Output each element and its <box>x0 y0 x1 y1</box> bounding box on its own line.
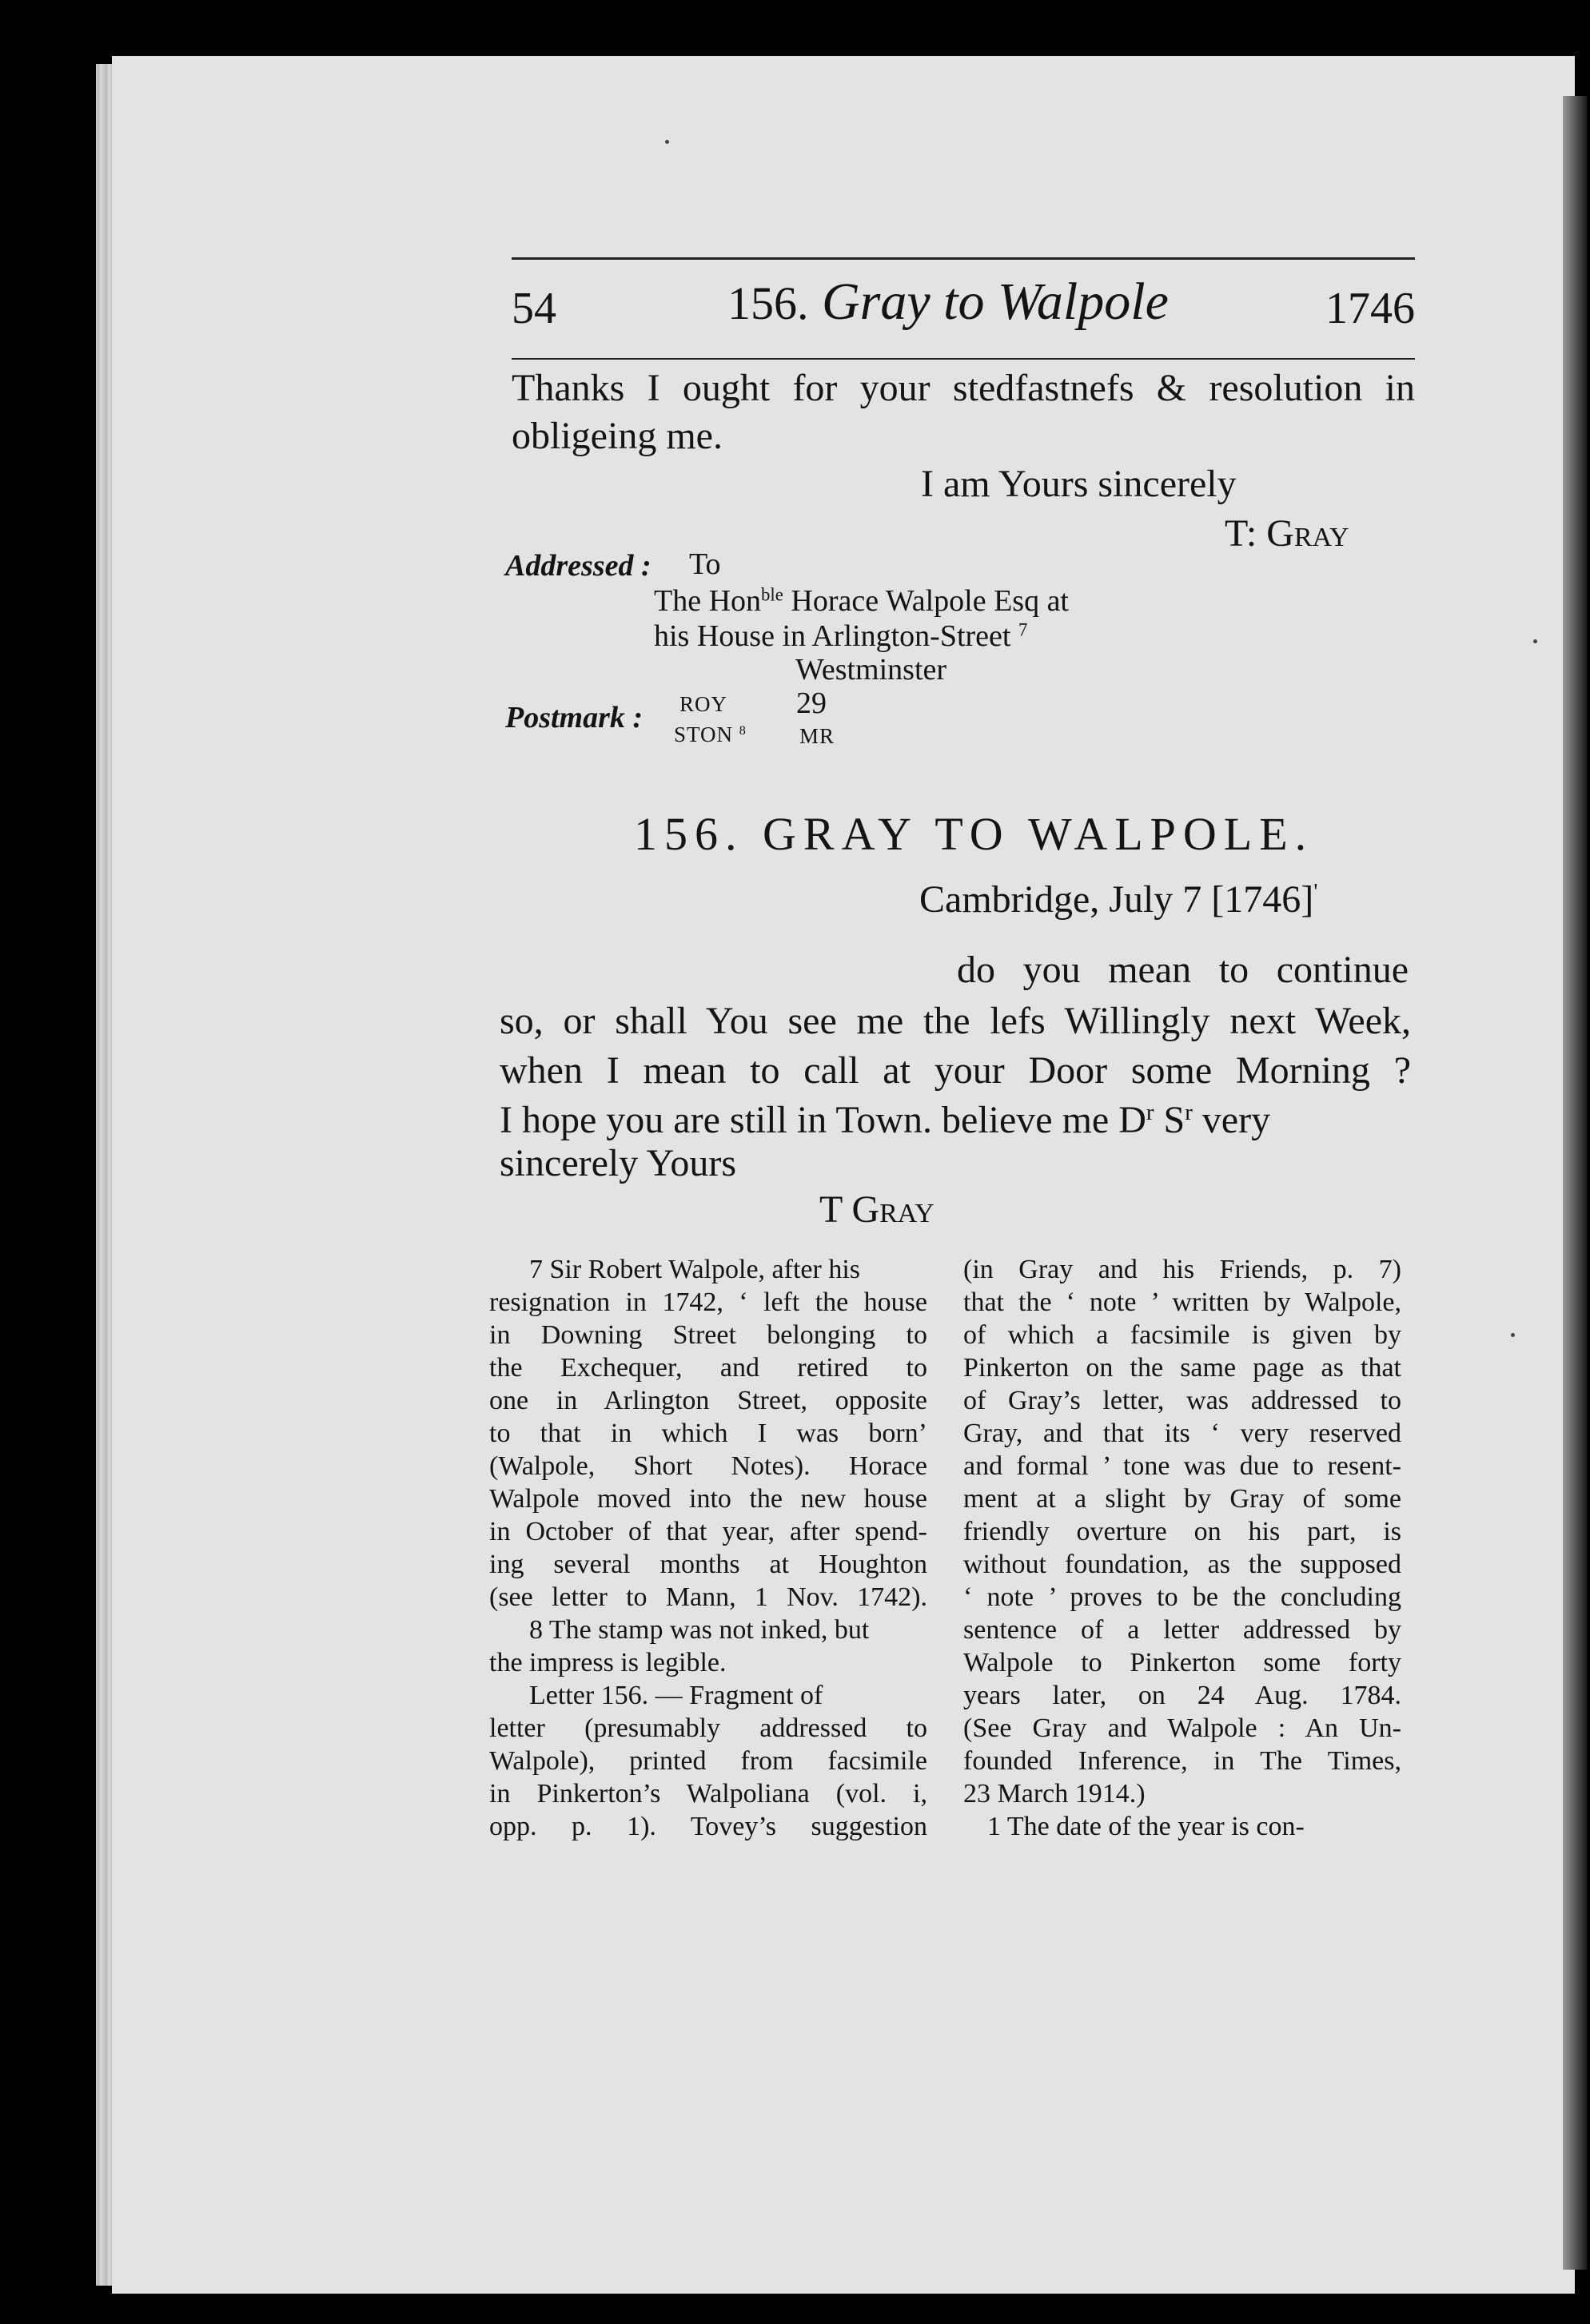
prev-letter-closing: I am Yours sincerely <box>921 463 1237 505</box>
letter-line-4 <box>500 1098 1411 1142</box>
footnote-line: Walpole to Pinkerton some forty <box>963 1648 1401 1677</box>
addressed-label: Addressed : <box>505 549 652 583</box>
footnote-line: sentence of a letter addressed by <box>963 1615 1401 1645</box>
footnote-line: Walpole), printed from facsimile <box>489 1746 927 1776</box>
address-line-1-b: Horace Walpole Esq at <box>783 584 1069 618</box>
postmark-right-2: MR <box>799 724 835 748</box>
footnote-line: the impress is legible. <box>489 1648 727 1677</box>
letter-line-1: do you mean to continue <box>957 949 1409 991</box>
letter-line-4-c: very <box>1192 1099 1271 1141</box>
footnote-line: Pinkerton on the same page as that <box>963 1353 1401 1383</box>
address-line-2 <box>654 619 1027 654</box>
header-rule-bottom <box>512 358 1415 360</box>
letter-heading: 156. GRAY TO WALPOLE. <box>634 808 1314 860</box>
letter-line-2: so, or shall You see me the lefs Willingly next Week, <box>500 1000 1411 1042</box>
letter-line-4-sup-2: r <box>1185 1100 1193 1126</box>
scan-speck <box>665 140 669 144</box>
footnote-line: years later, on 24 Aug. 1784. <box>963 1681 1401 1710</box>
prev-letter-line-1: Thanks I ought for your stedfastnefs & resolution in <box>512 367 1415 409</box>
footnote-line: and formal ’ tone was due to resent- <box>963 1451 1401 1481</box>
letter-dateline <box>919 877 1317 921</box>
footnote-line: in October of that year, after spend- <box>489 1517 927 1546</box>
letter-line-4-sup-1: r <box>1146 1100 1154 1126</box>
footnote-line: to that in which I was born’ <box>489 1419 927 1448</box>
address-line-2-text: his House in Arlington-Street <box>654 619 1011 653</box>
footnote-line: 1 The date of the year is con- <box>987 1812 1305 1841</box>
footnote-line: Letter 156. — Fragment of <box>529 1681 823 1710</box>
scan-speck <box>1511 1333 1515 1337</box>
footnote-line: founded Inference, in The Times, <box>963 1746 1401 1776</box>
running-head <box>512 272 1415 352</box>
scan-speck <box>1533 639 1537 643</box>
postmark-label: Postmark : <box>505 701 644 734</box>
letter-line-5: sincerely Yours <box>500 1142 736 1184</box>
book-gutter-shadow <box>1563 96 1587 2270</box>
footnotes-left-column <box>489 1255 927 1844</box>
address-to: To <box>689 547 721 581</box>
footnote-line: that the ‘ note ’ written by Walpole, <box>963 1287 1401 1317</box>
letter-line-4-a: I hope you are still in Town. believe me D <box>500 1099 1146 1141</box>
footnote-line: without foundation, as the supposed <box>963 1550 1401 1579</box>
footnote-line: ing several months at Houghton <box>489 1550 927 1579</box>
footnote-line: (Walpole, Short Notes). Horace <box>489 1451 927 1481</box>
footnote-line: letter (presumably addressed to <box>489 1713 927 1743</box>
footnote-line: of which a facsimile is given by <box>963 1320 1401 1350</box>
footnote-line: ‘ note ’ proves to be the concluding <box>963 1582 1401 1612</box>
footnote-line: resignation in 1742, ‘ left the house <box>489 1287 927 1317</box>
letter-dateline-text: Cambridge, July 7 [1746] <box>919 878 1314 921</box>
running-letter-number: 156. <box>727 277 809 329</box>
footnote-line: opp. p. 1). Tovey’s suggestion <box>489 1812 927 1841</box>
footnote-line: in Pinkerton’s Walpoliana (vol. i, <box>489 1779 927 1809</box>
address-line-1-sup: ble <box>761 584 783 605</box>
footnote-line: (in Gray and his Friends, p. 7) <box>963 1255 1401 1284</box>
prev-letter-signature: T: Gray <box>1225 512 1349 555</box>
postmark-left-2 <box>674 722 747 747</box>
letter-line-4-b: S <box>1154 1099 1186 1141</box>
postmark-left-1: ROY <box>679 692 728 716</box>
address-line-1-a: The Hon <box>654 584 762 618</box>
header-rule-top <box>512 257 1415 260</box>
footnote-ref-7: 7 <box>1018 619 1028 640</box>
footnote-ref-8: 8 <box>739 723 747 738</box>
footnote-line: 7 Sir Robert Walpole, after his <box>529 1255 860 1284</box>
footnote-line: 8 The stamp was not inked, but <box>529 1615 870 1645</box>
footnote-line: ment at a slight by Gray of some <box>963 1484 1401 1514</box>
footnotes-right-column <box>963 1255 1401 1844</box>
footnote-line: Gray, and that its ‘ very reserved <box>963 1419 1401 1448</box>
address-line-3: Westminster <box>795 653 947 686</box>
footnote-line: 23 March 1914.) <box>963 1779 1146 1809</box>
footnote-line: (See Gray and Walpole : An Un- <box>963 1713 1401 1743</box>
running-title-text: Gray to Walpole <box>822 273 1169 331</box>
postmark-right-1: 29 <box>796 686 827 720</box>
footnote-line: friendly overture on his part, is <box>963 1517 1401 1546</box>
running-year: 1746 <box>1325 284 1415 333</box>
address-line-1 <box>654 583 1069 619</box>
letter-line-3: when I mean to call at your Door some Morning ? <box>500 1049 1411 1092</box>
footnote-line: one in Arlington Street, opposite <box>489 1386 927 1415</box>
footnote-line: in Downing Street belonging to <box>489 1320 927 1350</box>
footnote-line: the Exchequer, and retired to <box>489 1353 927 1383</box>
prev-letter-line-2: obligeing me. <box>512 415 723 457</box>
footnote-line: Walpole moved into the new house <box>489 1484 927 1514</box>
footnote-ref-1: ' <box>1313 879 1318 905</box>
footnote-line: of Gray’s letter, was addressed to <box>963 1386 1401 1415</box>
page-number: 54 <box>512 284 556 333</box>
postmark-left-2-text: STON <box>674 722 734 746</box>
footnote-line: (see letter to Mann, 1 Nov. 1742). <box>489 1582 927 1612</box>
letter-signature: T Gray <box>819 1188 934 1231</box>
running-title <box>727 272 1169 332</box>
